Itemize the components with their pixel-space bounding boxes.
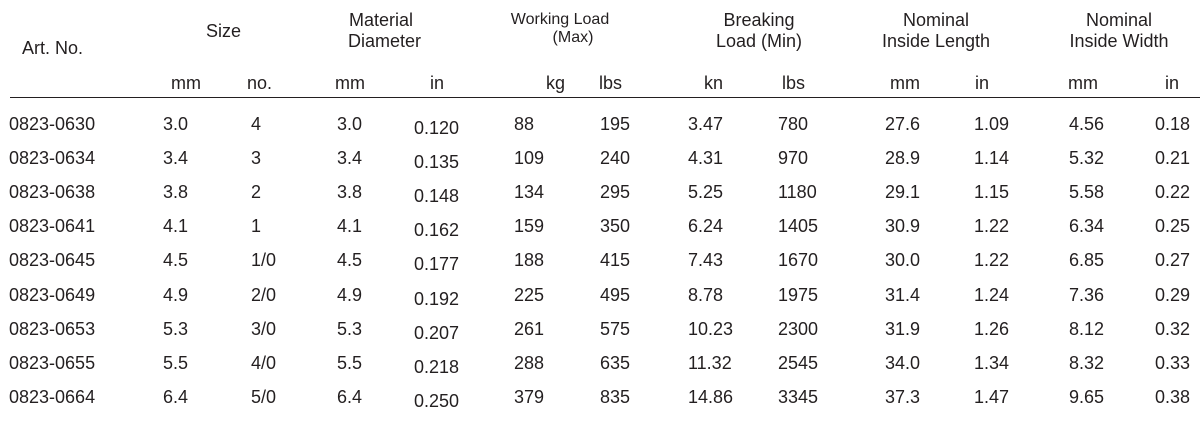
table-cell: 195 (600, 114, 631, 134)
table-cell: 5.5 (163, 352, 189, 373)
table-cell: 5.3 (163, 318, 189, 339)
table-cell: 495 (600, 284, 631, 305)
table-cell: 28.9 (885, 148, 921, 169)
art-no-cell: 0823-0655 (9, 352, 96, 373)
table-cell: 4.1 (337, 216, 363, 237)
header-breaking-load-line2: Load (Min) (715, 31, 803, 51)
table-cell: 2545 (778, 352, 819, 373)
table-cell: 0.29 (1155, 284, 1191, 305)
header-working-load-line1: Working Load (510, 11, 610, 28)
header-inside-length (874, 10, 998, 52)
table-cell: 30.9 (885, 216, 921, 237)
table-cell: 4.56 (1069, 114, 1105, 134)
header-inside-length-line2: Inside Length (881, 31, 991, 51)
table-cell: 1.24 (974, 284, 1010, 305)
table-cell: 1.22 (974, 216, 1010, 237)
table-cell: 0.32 (1155, 318, 1191, 339)
table-cell: 7.43 (688, 250, 724, 271)
art-no-cell: 0823-0645 (9, 250, 96, 271)
table-cell: 379 (514, 386, 545, 407)
table-cell: 30.0 (885, 250, 921, 271)
table-cell: 6.34 (1069, 216, 1105, 237)
art-no-cell: 0823-0641 (9, 216, 96, 237)
table-cell: 0.18 (1155, 114, 1191, 134)
table-cell: 575 (600, 318, 631, 339)
table-cell: 0.135 (414, 152, 460, 173)
table-cell: 31.9 (885, 318, 921, 339)
unit-label: mm (335, 73, 365, 93)
art-no-cell: 0823-0638 (9, 182, 96, 203)
table-cell: 34.0 (885, 352, 921, 373)
table-cell: 4/0 (251, 352, 277, 373)
table-cell: 9.65 (1069, 386, 1105, 407)
table-cell: 2 (251, 182, 262, 203)
header-divider (10, 97, 1200, 98)
table-cell: 0.25 (1155, 216, 1191, 237)
table-cell: 14.86 (688, 386, 734, 407)
table-cell: 10.23 (688, 318, 734, 339)
table-cell: 295 (600, 182, 631, 203)
table-cell: 134 (514, 182, 545, 203)
header-breaking-load (704, 10, 814, 52)
table-cell: 1975 (778, 284, 819, 305)
table-cell: 0.33 (1155, 352, 1191, 373)
table-cell: 88 (514, 114, 535, 134)
unit-label: lbs (782, 73, 806, 93)
table-cell: 780 (778, 114, 809, 134)
table-cell: 27.6 (885, 114, 921, 134)
unit-label: mm (890, 73, 920, 93)
unit-label: lbs (599, 73, 623, 93)
table-cell: 635 (600, 352, 631, 373)
table-cell: 0.38 (1155, 386, 1191, 407)
table-cell: 5.3 (337, 318, 363, 339)
table-cell: 0.250 (414, 390, 460, 411)
table-cell: 415 (600, 250, 631, 271)
header-material-diameter (348, 10, 438, 52)
table-cell: 1.22 (974, 250, 1010, 271)
table-cell: 1670 (778, 250, 819, 271)
table-cell: 1180 (778, 182, 817, 203)
unit-label: in (1165, 73, 1180, 93)
table-cell: 3.0 (163, 114, 189, 134)
table-cell: 0.218 (414, 356, 460, 377)
table-cell: 0.27 (1155, 250, 1191, 271)
table-cell: 6.4 (163, 386, 189, 407)
art-no-cell: 0823-0649 (9, 284, 96, 305)
header-working-load-line2: (Max) (552, 29, 594, 46)
art-no-cell: 0823-0664 (9, 386, 96, 407)
art-no-cell: 0823-0634 (9, 148, 96, 169)
table-cell: 6.4 (337, 386, 363, 407)
table-cell: 4.5 (337, 250, 363, 271)
table-cell: 0.207 (414, 322, 460, 343)
table-cell: 4 (251, 114, 262, 134)
table-cell: 1.26 (974, 318, 1010, 339)
table-cell: 7.36 (1069, 284, 1105, 305)
header-material-diameter-line2: Diameter (348, 31, 422, 51)
table-cell: 0.22 (1155, 182, 1191, 203)
header-inside-width-line1: Nominal (1085, 10, 1153, 30)
table-cell: 5.58 (1069, 182, 1105, 203)
unit-label: mm (171, 73, 201, 93)
table-cell: 3.8 (337, 182, 363, 203)
table-cell: 8.12 (1069, 318, 1105, 339)
table-cell: 5.25 (688, 182, 724, 203)
header-inside-length-line1: Nominal (902, 10, 970, 30)
table-cell: 1 (251, 216, 262, 237)
table-cell: 3.4 (337, 148, 363, 169)
table-cell: 8.32 (1069, 352, 1105, 373)
table-cell: 188 (514, 250, 545, 271)
table-cell: 225 (514, 284, 545, 305)
table-cell: 31.4 (885, 284, 921, 305)
table-cell: 3.47 (688, 114, 724, 134)
table-cell: 1/0 (251, 250, 277, 271)
table-cell: 3.0 (337, 114, 363, 134)
art-no-cell: 0823-0630 (9, 114, 96, 134)
table-cell: 970 (778, 148, 809, 169)
table-cell: 288 (514, 352, 545, 373)
table-cell: 0.21 (1155, 148, 1191, 169)
header-breaking-load-line1: Breaking (723, 10, 795, 30)
table-cell: 3.8 (163, 182, 189, 203)
table-cell: 2/0 (251, 284, 277, 305)
table-cell: 1.47 (974, 386, 1010, 407)
table-cell: 1.15 (974, 182, 1010, 203)
table-cell: 1.14 (974, 148, 1010, 169)
table-cell: 8.78 (688, 284, 724, 305)
table-cell: 4.9 (163, 284, 189, 305)
header-size: Size (206, 21, 242, 41)
table-cell: 2300 (778, 318, 819, 339)
header-art-no: Art. No. (22, 38, 84, 58)
header-inside-width-line2: Inside Width (1069, 31, 1169, 51)
table-cell: 11.32 (688, 352, 732, 373)
table-cell: 5.5 (337, 352, 363, 373)
table-cell: 0.120 (414, 118, 460, 138)
table-cell: 0.177 (414, 254, 460, 275)
table-cell: 159 (514, 216, 545, 237)
table-cell: 6.85 (1069, 250, 1105, 271)
table-cell: 835 (600, 386, 631, 407)
table-cell: 37.3 (885, 386, 921, 407)
table-cell: 1.34 (974, 352, 1010, 373)
unit-label: mm (1068, 73, 1098, 93)
table-cell: 3.4 (163, 148, 189, 169)
table-cell: 4.5 (163, 250, 189, 271)
header-working-load (500, 11, 620, 47)
table-cell: 1.09 (974, 114, 1010, 134)
table-cell: 4.1 (163, 216, 189, 237)
header-material-diameter-line1: Material (349, 10, 414, 30)
unit-label: kg (546, 73, 566, 93)
table-cell: 5/0 (251, 386, 277, 407)
table-cell: 6.24 (688, 216, 724, 237)
unit-label: in (975, 73, 990, 93)
table-cell: 4.31 (688, 148, 724, 169)
table-cell: 29.1 (885, 182, 921, 203)
table-cell: 5.32 (1069, 148, 1105, 169)
table-cell: 109 (514, 148, 545, 169)
table-cell: 0.162 (414, 220, 460, 241)
table-cell: 0.192 (414, 288, 460, 309)
table-cell: 350 (600, 216, 631, 237)
table-cell: 1405 (778, 216, 819, 237)
table-cell: 0.148 (414, 186, 460, 207)
table-cell: 4.9 (337, 284, 363, 305)
art-no-cell: 0823-0653 (9, 318, 96, 339)
header-inside-width (1060, 10, 1178, 52)
unit-label: in (430, 73, 445, 93)
unit-label: no. (247, 73, 273, 93)
table-cell: 240 (600, 148, 631, 169)
table-cell: 3/0 (251, 318, 277, 339)
unit-label: kn (704, 73, 724, 93)
table-cell: 3345 (778, 386, 819, 407)
table-cell: 261 (514, 318, 545, 339)
table-cell: 3 (251, 148, 262, 169)
